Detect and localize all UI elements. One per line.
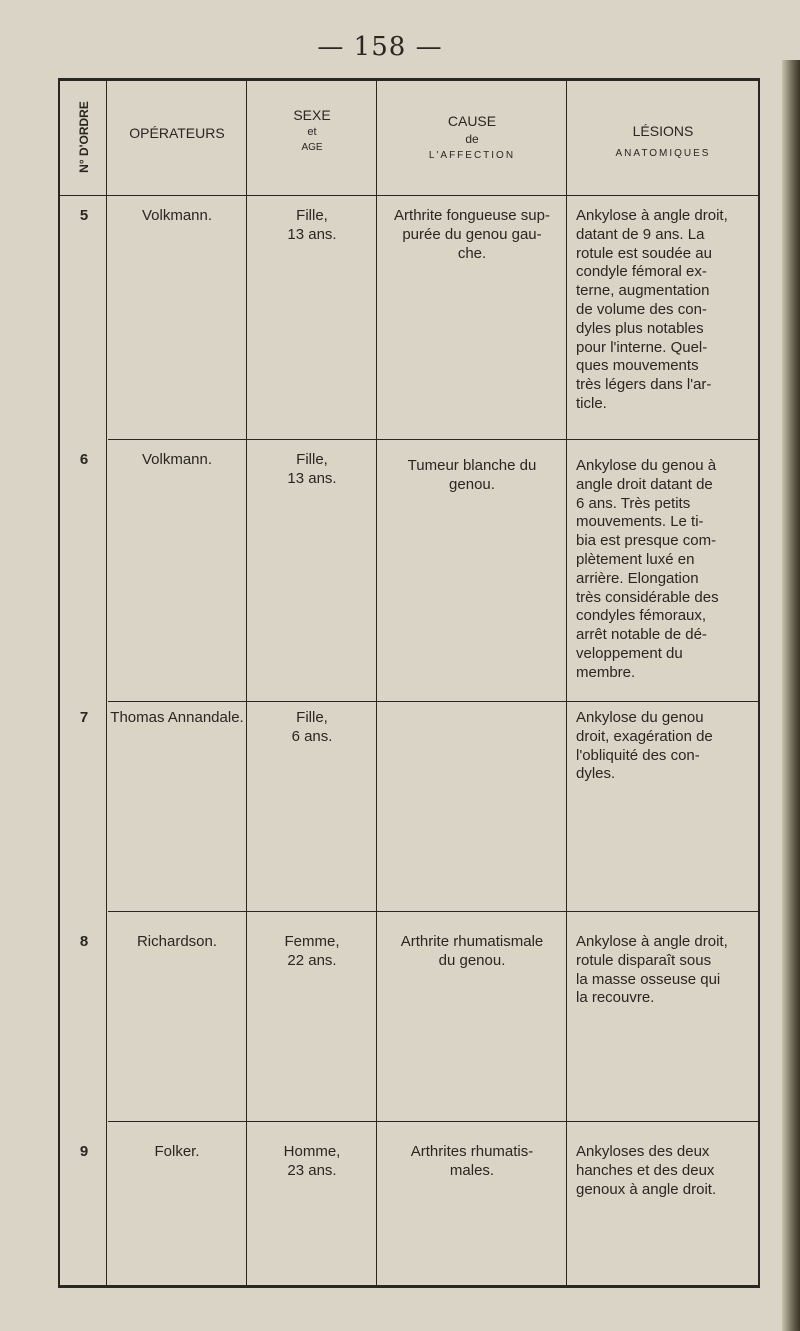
col-divider <box>566 81 567 1285</box>
lesion-line: hanches et des deux <box>576 1161 715 1179</box>
lesion-line: Ankyloses des deux <box>576 1143 710 1160</box>
lesion-line: Ankylose du genou <box>576 709 704 726</box>
lesion-line: la recouvre. <box>576 989 655 1007</box>
col-divider <box>246 81 247 1285</box>
header-cause <box>378 111 566 163</box>
sex-line: 6 ans. <box>291 727 333 745</box>
operator: Thomas Annandale. <box>110 709 244 726</box>
lesion-line: membre. <box>576 663 636 681</box>
sex-line: Fille, <box>296 207 328 224</box>
lesions <box>576 709 756 784</box>
cause <box>378 207 566 263</box>
lesion-line: condyles fémoraux, <box>576 607 707 625</box>
header-lesions-l1: LÉSIONS <box>632 123 694 139</box>
cause-line: genou. <box>449 475 495 493</box>
row-number: 9 <box>79 1143 89 1160</box>
cause-line: du genou. <box>438 951 506 969</box>
row-number: 7 <box>79 709 89 726</box>
lesion-line: dyles. <box>576 765 616 783</box>
cause-line: purée du genou gau- <box>402 225 542 243</box>
sex-age <box>248 1143 376 1181</box>
sex-line: 22 ans. <box>287 951 337 969</box>
row-divider <box>108 701 758 702</box>
lesion-line: ticle. <box>576 394 607 412</box>
lesion-line: bia est presque com- <box>576 532 717 550</box>
row-divider <box>108 439 758 440</box>
cause <box>378 457 566 495</box>
col-divider <box>106 81 107 1285</box>
sex-line: Femme, <box>284 933 340 950</box>
operator: Volkmann. <box>141 451 213 468</box>
lesion-line: l'obliquité des con- <box>576 746 700 764</box>
lesions <box>576 457 756 683</box>
sex-line: 13 ans. <box>287 469 337 487</box>
operator: Richardson. <box>136 933 218 950</box>
row-number: 5 <box>79 207 89 224</box>
cause-line: che. <box>457 244 487 262</box>
sex-age <box>248 709 376 747</box>
cause-line: Arthrite fongueuse sup- <box>394 207 550 224</box>
lesion-line: genoux à angle droit. <box>576 1180 717 1198</box>
lesion-line: veloppement du <box>576 644 683 662</box>
cause-line: males. <box>449 1161 495 1179</box>
lesions <box>576 1143 756 1199</box>
lesion-line: terne, augmentation <box>576 282 710 300</box>
row-divider <box>108 911 758 912</box>
lesion-line: de volume des con- <box>576 300 707 318</box>
row-divider <box>108 1121 758 1122</box>
lesion-line: plètement luxé en <box>576 550 695 568</box>
lesion-line: mouvements. Le ti- <box>576 513 704 531</box>
operator: Folker. <box>154 1143 200 1160</box>
header-cause-l3: L'AFFECTION <box>428 149 516 161</box>
lesion-line: condyle fémoral ex- <box>576 263 707 281</box>
sex-line: Fille, <box>296 709 328 726</box>
lesion-line: pour l'interne. Quel- <box>576 338 708 356</box>
header-cause-l1: CAUSE <box>447 113 497 129</box>
col-divider <box>376 81 377 1285</box>
operator: Volkmann. <box>141 207 213 224</box>
sex-age <box>248 207 376 245</box>
sex-age <box>248 451 376 489</box>
lesion-line: la masse osseuse qui <box>576 970 721 988</box>
header-lesions <box>568 121 758 162</box>
lesion-line: datant de 9 ans. La <box>576 225 705 243</box>
lesion-line: ques mouvements <box>576 357 699 375</box>
lesion-line: rotule est soudée au <box>576 244 712 262</box>
lesions <box>576 933 756 1008</box>
header-cause-l2: de <box>465 132 479 147</box>
header-divider <box>60 195 758 196</box>
lesion-line: très considérable des <box>576 588 719 606</box>
header-sexe-l2: et <box>307 126 317 139</box>
sex-line: Fille, <box>296 451 328 468</box>
lesion-line: 6 ans. Très petits <box>576 494 691 512</box>
sex-line: 13 ans. <box>287 225 337 243</box>
cause-line: Arthrite rhumatismale <box>400 933 544 950</box>
header-num: N° D'ORDRE <box>77 101 91 173</box>
sex-age <box>248 933 376 971</box>
sex-line: Homme, <box>283 1143 341 1160</box>
lesion-line: angle droit datant de <box>576 475 713 493</box>
lesion-line: droit, exagération de <box>576 727 713 745</box>
lesion-line: arrêt notable de dé- <box>576 626 707 644</box>
row-number: 8 <box>79 933 89 950</box>
sex-line: 23 ans. <box>287 1161 337 1179</box>
cause-line: Arthrites rhumatis- <box>410 1143 534 1160</box>
lesion-line: très légers dans l'ar- <box>576 376 712 394</box>
lesion-line: dyles plus notables <box>576 319 704 337</box>
lesion-line: Ankylose à angle droit, <box>576 933 728 950</box>
surgery-table <box>58 78 760 1288</box>
cause-line: Tumeur blanche du <box>407 457 537 474</box>
page-number: — 158 — <box>317 32 443 62</box>
cause <box>378 1143 566 1181</box>
header-operateurs: OPÉRATEURS <box>129 125 225 141</box>
header-sexe-l3: AGE <box>301 142 323 154</box>
lesion-line: Ankylose du genou à <box>576 457 717 474</box>
lesion-line: Ankylose à angle droit, <box>576 207 728 224</box>
lesion-line: arrière. Elongation <box>576 569 699 587</box>
header-sexe <box>248 105 376 156</box>
header-lesions-l2: ANATOMIQUES <box>615 148 711 160</box>
header-sexe-l1: SEXE <box>293 107 331 123</box>
lesions <box>576 207 756 414</box>
cause <box>378 933 566 971</box>
row-number: 6 <box>79 451 89 468</box>
page-edge <box>782 60 800 1331</box>
lesion-line: rotule disparaît sous <box>576 951 712 969</box>
